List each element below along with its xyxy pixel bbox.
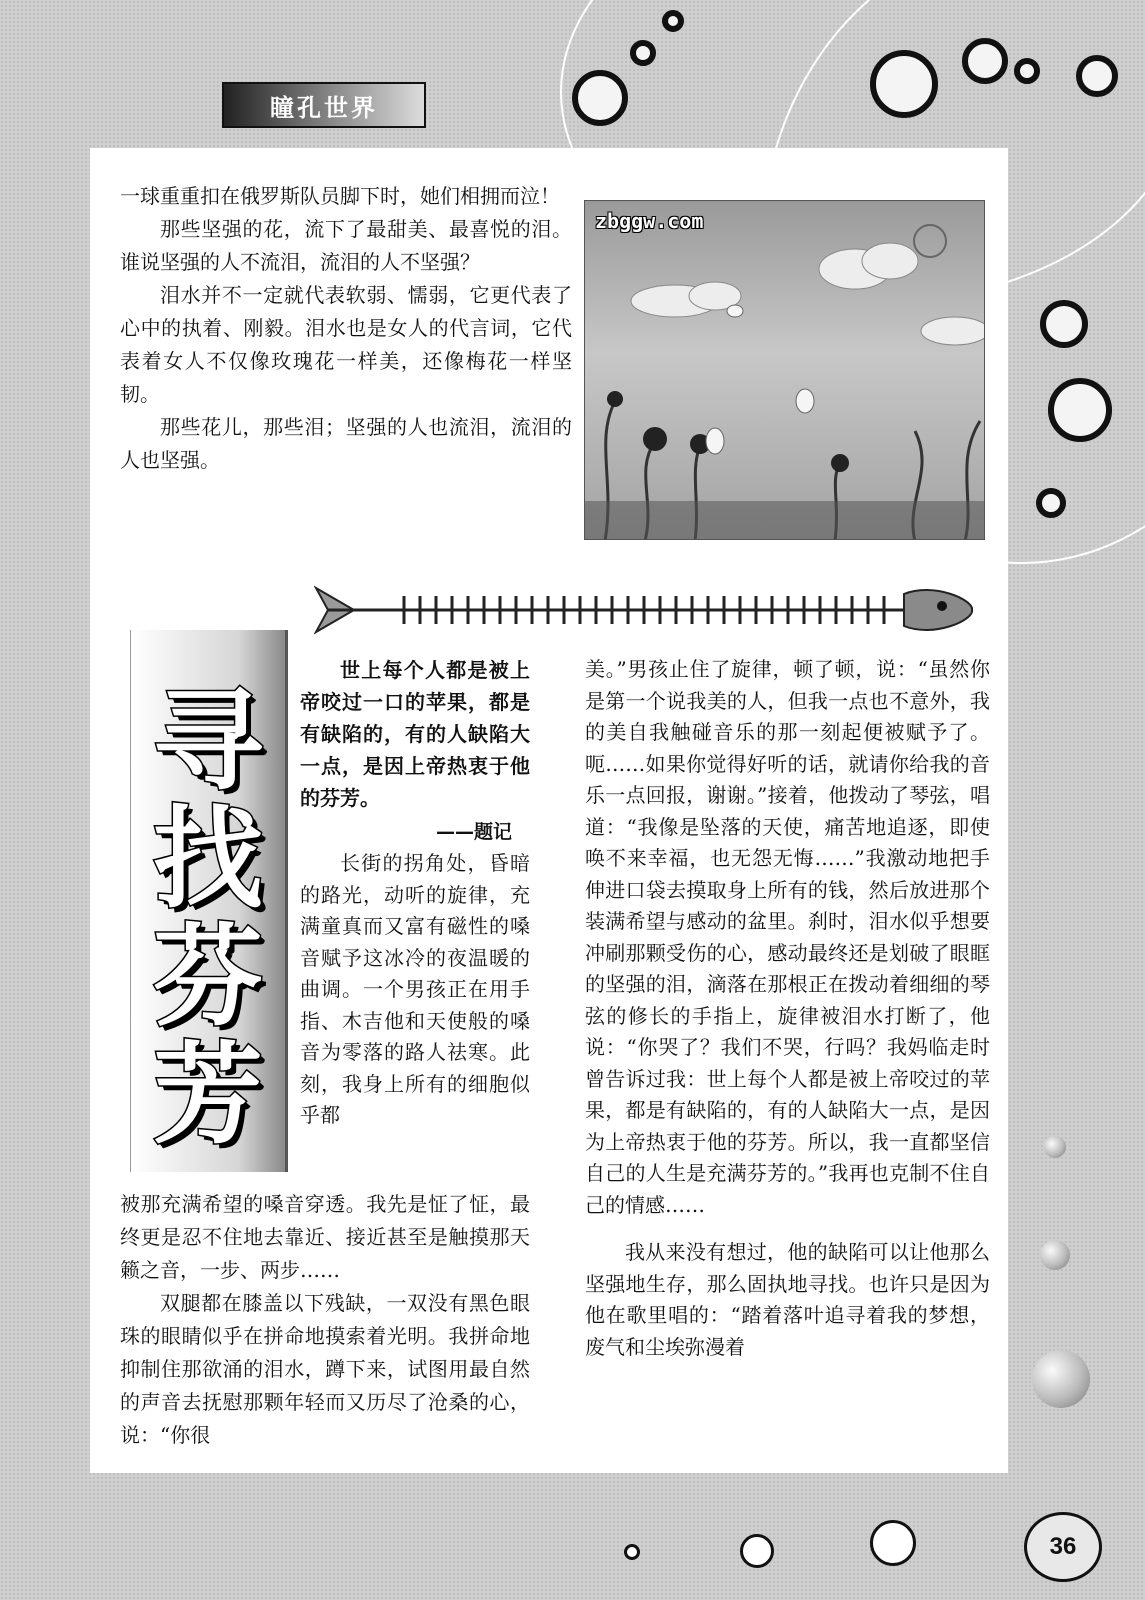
decorative-bubble [1040,1240,1070,1270]
decorative-circle [630,40,656,66]
section-label: 瞳孔世界 [270,93,378,122]
paragraph: 一球重重扣在俄罗斯队员脚下时，她们相拥而泣！ [120,184,560,208]
flower-scene-icon [585,201,985,540]
epigraph-source: ——题记 [435,821,512,843]
epigraph: 世上每个人都是被上帝咬过一口的苹果，都是有缺陷的，有的人缺陷大一点，是因上帝热衷于他的芬芳。 [300,658,530,810]
decorative-circle [962,38,1008,84]
decorative-bubble [1032,1350,1090,1408]
decorative-circle [1036,488,1066,518]
paragraph: 被那充满希望的嗓音穿透。我先是怔了怔，最终更是忍不住地去靠近、接近甚至是触摸那天籁之音，一步、两步…… [120,1192,530,1282]
decorative-circle [740,1534,774,1568]
article-right-column [585,654,990,1363]
paragraph: 双腿都在膝盖以下残缺，一双没有黑色眼珠的眼睛似乎在拼命地摸索着光明。我拼命地抑制住那欲涌的泪水，蹲下来，试图用最自然的声音去抚慰那颗年轻而又历尽了沧桑的心，说：“你很 [120,1291,530,1447]
decorative-bubble [1044,1136,1066,1158]
decorative-circle [572,70,628,126]
decorative-circle [1014,58,1040,84]
paragraph: 那些坚强的花，流下了最甜美、最喜悦的泪。谁说坚强的人不流泪，流泪的人不坚强？ [120,217,572,274]
title-character: 芬 [153,913,263,1041]
fishbone-divider-icon [314,580,974,640]
paragraph: 长街的拐角处，昏暗的路光，动听的旋律，充满童真而又富有磁性的嗓音赋予这冰冷的夜温暖的曲调。一个男孩正在用手指、木吉他和天使般的嗓音为零落的路人祛寒。此刻，我身上所有的细胞似乎都 [300,851,530,1127]
paragraph: 泪水并不一定就代表软弱、懦弱，它更代表了心中的执着、刚毅。泪水也是女人的代言词，它代表着女人不仅像玫瑰花一样美，还像梅花一样坚韧。 [120,283,572,406]
paragraph: 我从来没有想过，他的缺陷可以让他那么坚强地生存，那么固执地寻找。也许只是因为他在歌里唱的：“踏着落叶追寻着我的梦想，废气和尘埃弥漫着 [585,1240,990,1359]
article-title [130,630,288,1172]
article-left-lower [120,1188,530,1452]
title-character: 芳 [153,1031,263,1159]
decorative-circle [870,50,938,118]
flower-illustration [584,200,985,540]
title-character: 寻 [153,677,263,805]
decorative-circle [624,1544,640,1560]
article-left-column [300,654,530,1132]
paragraph: 美。”男孩止住了旋律，顿了顿，说：“虽然你是第一个说我美的人，但我一点也不意外，我的美自我触碰音乐的那一刻起便被赋予了。呃……如果你觉得好听的话，就请你给我的音乐一点回报，谢谢。”接着，他拨动了琴弦，唱道：“我像是坠落的天使，痛苦地追逐，即使唤不来幸福，也无怨无悔……”我激动地把手伸进口袋去摸取身上所有的钱，然后放进那个装满希望与感动的盆里。刹时，泪水似乎想要冲刷那颗受伤的心，感动最终还是划破了眼眶的坚强的泪，滴落在那根正在拨动着细细的琴弦的修长的手指上，旋律被泪水打断了，他说：“你哭了？我们不哭，行吗？我妈临走时曾告诉过我：世上每个人都是被上帝咬过的苹果，都是有缺陷的，有的人缺陷大一点，是因为上帝热衷于他的芬芳。所以，我一直都坚信自己的人生是充满芬芳的。”我再也克制不住自己的情感…… [585,657,990,1217]
section-label-banner [222,82,426,128]
decorative-circle [870,1520,916,1566]
paragraph: 那些花儿，那些泪；坚强的人也流泪，流泪的人也坚强。 [120,415,572,472]
photo-watermark: zbggw.com [595,209,704,233]
decorative-circle [662,10,684,32]
content-panel [90,148,1008,1473]
title-character: 找 [153,795,263,923]
decorative-circle [1040,300,1088,348]
decorative-circle [1048,378,1112,442]
page-number: 36 [1024,1512,1102,1582]
decorative-circle [1076,55,1118,97]
top-article [120,180,572,477]
